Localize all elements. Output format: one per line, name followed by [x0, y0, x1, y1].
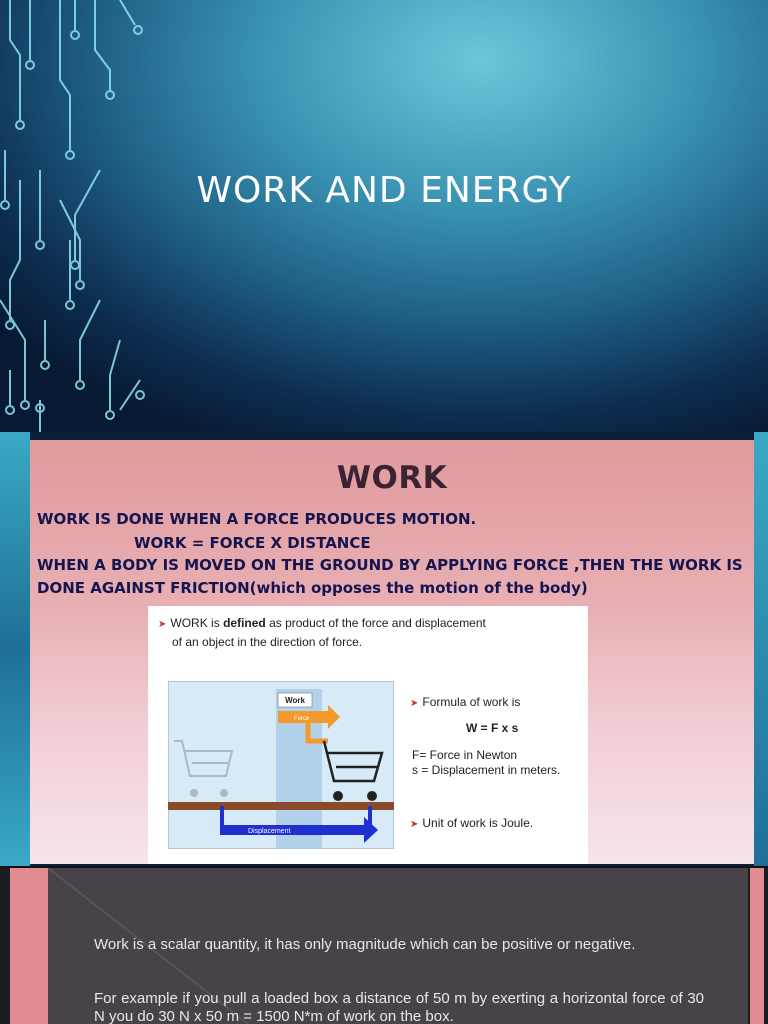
force-label: Force: [294, 716, 310, 722]
bullet-icon: ➤: [158, 619, 167, 630]
work-definition-panel: [148, 606, 588, 864]
unit-of-work-text: Unit of work is Joule.: [422, 816, 534, 830]
circuit-decoration: [0, 0, 160, 432]
work-line-2: WORK = FORCE X DISTANCE: [134, 534, 371, 552]
bullet-icon: ➤: [410, 819, 419, 830]
work-line-4: DONE AGAINST FRICTION(which opposes the motion of the body): [37, 579, 588, 597]
definition-suffix: as product of the force and displacement: [265, 616, 486, 630]
displacement-label: Displacement: [248, 828, 291, 835]
work-line-1: WORK IS DONE WHEN A FORCE PRODUCES MOTION.: [37, 510, 477, 528]
work-label: Work: [285, 696, 305, 705]
left-decor-strip: [10, 868, 48, 1024]
formula-label-text: Formula of work is: [422, 695, 521, 709]
work-slide: [0, 432, 768, 866]
formula-label: [410, 695, 520, 709]
scalar-paragraph-1: Work is a scalar quantity, it has only magnitude which can be positive or negative.: [94, 936, 636, 953]
scalar-paragraph-2: For example if you pull a loaded box a distance of 50 m by exerting a horizontal force of 30 N you do 30 N x 50 m = 1500 N*m of work on the box.: [94, 990, 704, 1024]
work-heading: WORK: [336, 460, 448, 496]
right-decor-strip: [750, 868, 764, 1024]
unit-of-work: [410, 816, 533, 830]
work-diagram-svg: [168, 681, 394, 849]
displacement-definition: s = Displacement in meters.: [412, 763, 561, 777]
work-content: [30, 440, 754, 864]
scalar-content: [48, 868, 748, 1024]
scalar-slide: [0, 868, 768, 1024]
work-diagram: [168, 681, 394, 849]
definition-line-1: [158, 616, 486, 630]
presentation-title: WORK AND ENERGY: [196, 170, 572, 211]
definition-line-2: of an object in the direction of force.: [172, 635, 363, 649]
force-definition: F= Force in Newton: [412, 748, 518, 762]
title-slide: [0, 0, 768, 432]
formula: W = F x s: [466, 721, 519, 735]
definition-bold: defined: [223, 616, 266, 630]
left-decor-strip: [0, 432, 30, 866]
work-line-3: WHEN A BODY IS MOVED ON THE GROUND BY APPLYING FORCE ,THEN THE WORK IS: [37, 556, 743, 574]
right-decor-strip: [754, 432, 768, 866]
definition-prefix: WORK is: [170, 616, 224, 630]
bullet-icon: ➤: [410, 698, 419, 709]
